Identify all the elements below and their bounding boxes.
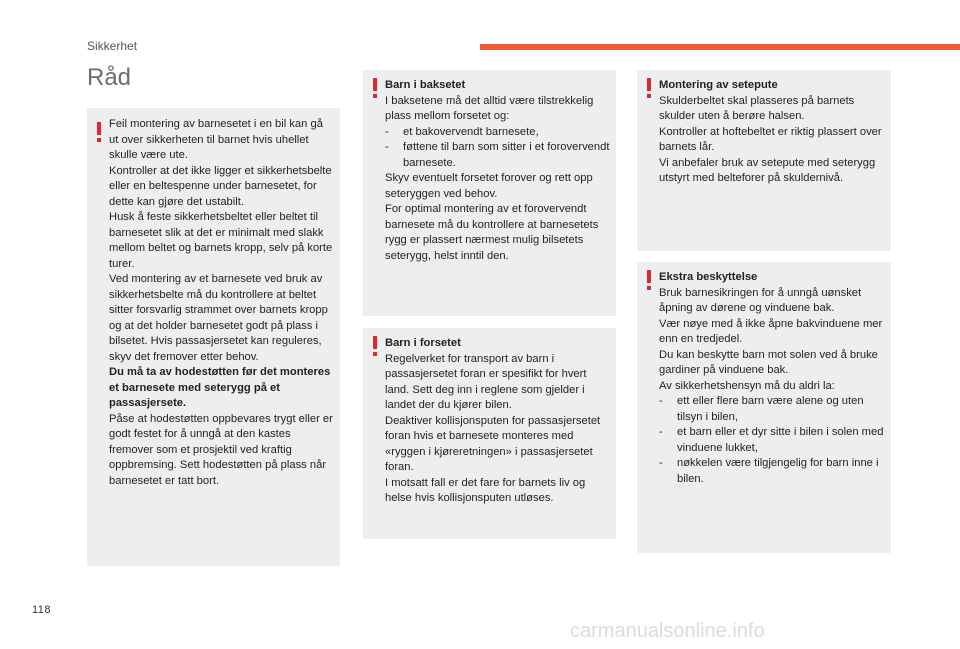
bold-paragraph: Du må ta av hodestøtten før det monteres et barnesete med seterygg på et passasjersete. <box>109 366 331 409</box>
warning-box-front-seat <box>363 328 616 539</box>
paragraph: Regelverket for transport av barn i passasjersetet foran er spesifikt for hvert land. Sett deg inn i reglene som gjelder i landet der du kjører bilen. <box>385 352 587 411</box>
page-number: 118 <box>32 604 52 616</box>
bullet-list <box>385 125 610 172</box>
box-heading: Montering av setepute <box>659 79 778 91</box>
list-item: - et bakovervendt barnesete, <box>385 125 610 141</box>
warning-box-extra-protection <box>637 262 891 553</box>
paragraph: Deaktiver kollisjonsputen for passasjersetet foran hvis et barnesete monteres med «ryggen i kjøreretningen» i passasjersetet foran. <box>385 414 601 473</box>
bullet-list <box>659 394 885 487</box>
paragraph: Feil montering av barnesetet i en bil kan gå ut over sikkerheten til barnet hvis uhellet skulle være ute. <box>109 118 323 161</box>
paragraph: For optimal montering av et forovervendt barnesete må du kontrollere at barnesetets rygg er plassert nærmest mulig bilsetets seterygg, helst inntil den. <box>385 203 599 262</box>
page-title: Råd <box>87 64 132 91</box>
paragraph: Bruk barnesikringen for å unngå uønsket åpning av dørene og vinduene bak. <box>659 286 862 314</box>
paragraph: Ved montering av et barnesete ved bruk av sikkerhetsbelte må du kontrollere at beltet sitter forsvarlig strammet over barnets kropp og at det holder barnesetet godt på plass i bilsetet. Hvis passasjersetet kan reguleres, skyv det fremover etter behov. <box>109 273 328 363</box>
paragraph: Skulderbeltet skal plasseres på barnets skulder uten å berøre halsen. <box>659 94 855 122</box>
list-item: - føttene til barn som sitter i et forovervendt barnesete. <box>385 140 610 171</box>
paragraph: Vi anbefaler bruk av setepute med seterygg utstyrt med belteforer på skuldernivå. <box>659 156 876 184</box>
box-heading: Ekstra beskyttelse <box>659 271 758 283</box>
paragraph: Kontroller at det ikke ligger et sikkerhetsbelte eller en beltespenne under barnesetet, for dette kan gjøre det ustabilt. <box>109 164 332 208</box>
paragraph: I motsatt fall er det fare for barnets liv og helse hvis kollisjonsputen utløses. <box>385 476 586 504</box>
warning-box-general <box>87 108 340 566</box>
exclamation-icon <box>372 336 378 356</box>
section-label: Sikkerhet <box>87 39 138 53</box>
paragraph: Påse at hodestøtten oppbevares trygt eller er godt festet for å unngå at den kastes fremover som et prosjektil ved kraftig oppbremsing. Sett hodestøtten på plass når barnesetet er tatt bort. <box>109 412 333 487</box>
watermark: carmanualsonline.info <box>570 620 765 642</box>
paragraph: Skyv eventuelt forsetet forover og rett opp seteryggen ved behov. <box>385 172 593 200</box>
exclamation-icon <box>372 78 378 98</box>
list-item: - ett eller flere barn være alene og uten tilsyn i bilen, <box>659 394 885 425</box>
paragraph: Vær nøye med å ikke åpne bakvinduene mer enn en tredjedel. <box>659 317 883 345</box>
box-heading: Barn i baksetet <box>385 79 466 91</box>
list-item: - et barn eller et dyr sitte i bilen i solen med vinduene lukket, <box>659 425 885 456</box>
warning-box-booster-seat <box>637 70 891 251</box>
exclamation-icon <box>96 122 102 142</box>
list-item: - nøkkelen være tilgjengelig for barn inne i bilen. <box>659 456 885 487</box>
paragraph: Kontroller at hoftebeltet er riktig plassert over barnets lår. <box>659 125 882 153</box>
box-heading: Barn i forsetet <box>385 337 461 349</box>
exclamation-icon <box>646 78 652 98</box>
paragraph: Husk å feste sikkerhetsbeltet eller beltet til barnesetet slik at det er minimalt med slakk mellom beltet og barnets kropp, selv på korte turer. <box>109 211 333 270</box>
paragraph: Du kan beskytte barn mot solen ved å bruke gardiner på vinduene bak. <box>659 348 878 376</box>
section-accent-bar <box>480 44 960 50</box>
paragraph: Av sikkerhetshensyn må du aldri la: <box>659 379 835 392</box>
warning-box-rear-seat <box>363 70 616 316</box>
exclamation-icon <box>646 270 652 290</box>
paragraph: I baksetene må det alltid være tilstrekkelig plass mellom forsetet og: <box>385 94 594 122</box>
